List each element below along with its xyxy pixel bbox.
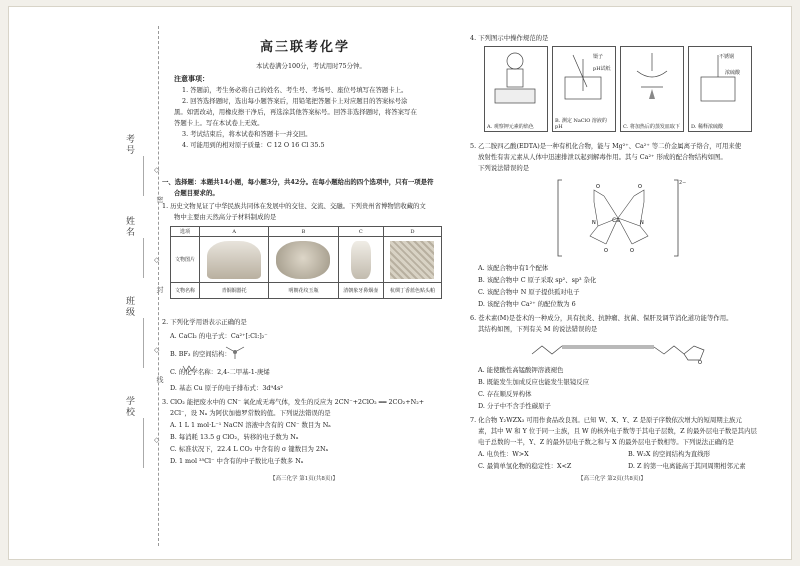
relic-name: 青铜铜器托 [200,283,269,299]
question-5-option-d: D. 该配合物中 Ca²⁺ 的配位数为 6 [478,300,576,308]
svg-text:O: O [604,248,608,254]
option-header: A [200,227,269,237]
exam-no-line [143,156,144,196]
experiment-c [620,46,684,132]
question-3-option-d: D. 1 mol ³⁵Cl⁻ 中含有的中子数比电子数多 Nₐ [170,457,304,465]
exam-subtitle: 本试卷满分100分，考试用时75分钟。 [256,62,366,70]
cut-char: 线 [156,376,164,383]
question-6-option-b: B. 既能发生加成反应也能发生银镜反应 [478,378,590,386]
school-line [143,418,144,468]
option-header: C [338,227,383,237]
row-label: 文物名称 [171,283,200,299]
relic-image-d [383,237,441,283]
binding-mark: ◇ [154,436,160,444]
cut-char: 封 [156,286,164,293]
notice-line: 1. 答题前，考生务必将自己的姓名、考生号、考场号、座位号填写在答题卡上。 [182,86,408,94]
question-1-stem-cont: 物中主要由天然高分子材料制成的是 [174,213,277,221]
svg-text:Ca: Ca [612,217,620,224]
ph-paper-label: pH试纸 [593,66,611,72]
relic-name: 杭绸丁香蓝色贴头帕 [383,283,441,299]
section-heading: 一、选择题：本题共14小题，每小题3分，共42分。在每小题给出的四个选项中，只有一项是符 [162,178,434,186]
experiment-c-caption: C. 将加热后的蒸发皿取下 [623,124,680,130]
school-label: 学校 [124,396,134,418]
question-3-option-c: C. 标准状况下，22.4 L CO₂ 中含有的 σ 键数目为 2Nₐ [170,445,329,453]
question-1-stem: 1. 历史文物见证了中华民族共同体在发展中的交往、交流、交融。下列贵州省博物馆收藏的文 [162,202,426,210]
question-5-stem-cont: 放射性有害元素从人体中迅速排泄以起到解毒作用。其与 Ca²⁺ 形成的配合物结构如图。 [478,153,727,161]
bf3-structure-diagram [222,344,248,360]
stainless-label: 不锈钢 [719,54,735,60]
notice-line: 黑。如需改动，用橡皮擦干净后，再选涂其他答案标号。回答非选择题时，将答案写在 [174,108,417,116]
notice-line: 2. 回答选择题时，选出每小题答案后，用铅笔把答题卡上对应题目的答案标号涂 [182,97,408,105]
cut-dashline [158,26,159,546]
svg-text:N: N [640,220,644,226]
experiment-a-caption: A. 观察钾元素的焰色 [487,124,534,130]
experiment-d-caption: D. 稀释浓硫酸 [691,124,724,130]
svg-text:N: N [592,220,596,226]
flame-test-diagram [485,47,547,107]
tweezers-label: 镊子 [593,54,604,60]
question-4-stem: 4. 下列图示中操作规范的是 [470,34,549,42]
section-heading-cont: 合题目要求的。 [174,189,219,197]
name-line [143,238,144,278]
evaporating-dish-diagram [621,47,683,107]
question-7-option-a: A. 电负性：W>X [478,450,529,458]
ph-test-diagram [553,47,615,107]
question-3-stem-cont: 2Cl⁻，设 Nₐ 为阿伏加德罗常数的值。下列说法错误的是 [170,409,331,417]
atractylodin-structure-diagram [528,334,728,364]
question-7-option-d: D. Z 的第一电离能高于其同周期相邻元素 [628,462,746,470]
cut-char: 密 [156,196,164,203]
svg-text:O: O [630,248,634,254]
question-3-stem: 3. ClO₂ 能把废水中的 CN⁻ 氧化成无毒气体，发生的反应为 2CN⁻+2ClO₂ ══ 2CO₂+N₂+ [162,398,425,406]
relic-image-a [200,237,269,283]
page-footer: 【高三化学 第1页(共8页)】 [270,476,339,482]
relic-image-b [269,237,338,283]
question-5-option-a: A. 该配合物中有1个配体 [478,264,549,272]
svg-text:O: O [596,184,600,190]
relic-name: 清朝象牙鼻烟壶 [338,283,383,299]
notice-line: 3. 考试结束后，将本试卷和答题卡一并交回。 [182,130,312,138]
conc-h2so4-label: 浓硫酸 [725,70,741,76]
experiment-b [552,46,616,132]
question-5-stem-cont: 下列说法错误的是 [478,164,530,172]
notice-header: 注意事项： [174,74,209,83]
binding-mark: ◇ [154,346,160,354]
experiment-d [688,46,752,132]
binding-strip [8,6,164,560]
question-6-option-c: C. 存在顺反异构体 [478,390,532,398]
option-header: D [383,227,441,237]
class-label: 班级 [124,296,134,318]
question-3-option-b: B. 每消耗 13.5 g ClO₂，转移的电子数为 Nₐ [170,433,299,441]
question-7-stem-cont: 电子总数的一半，Y、Z 的最外层电子数之和与 X 的最外层电子数相等。下列说法正确的是 [478,438,734,446]
relic-table [170,226,442,299]
svg-text:2−: 2− [679,180,687,186]
question-2-option-b: B. BF₃ 的空间结构： [170,350,231,358]
question-5-option-b: B. 该配合物中 C 原子采取 sp²、sp³ 杂化 [478,276,597,284]
name-label: 姓名 [124,216,134,238]
experiment-b-caption: B. 测定 NaClO 溶液的pH [555,118,607,130]
question-7-option-b: B. W₂X 的空间结构为直线形 [628,450,710,458]
exam-sheet [8,6,792,560]
question-3-option-a: A. 1 L 1 mol·L⁻¹ NaCN 溶液中含有的 CN⁻ 数目为 Nₐ [170,421,331,429]
notice-line: 答题卡上。写在本试卷上无效。 [174,119,264,127]
question-6-option-d: D. 分子中不含手性碳原子 [478,402,551,410]
svg-text:O: O [638,184,642,190]
question-7-option-c: C. 最简单氢化物的稳定性：X<Z [478,462,572,470]
binding-mark: ◇ [154,166,160,174]
question-5-stem: 5. 乙二胺四乙酸(EDTA)是一种有机化合物，能与 Mg²⁺、Ca²⁺ 等二价金属离子络合，可用来使 [470,142,742,150]
question-7-stem: 7. 化合物 Y₂WZX₃ 可用作食品改良剂。已知 W、X、Y、Z 是原子序数依次增大的短周期主族元 [470,416,742,424]
question-2-option-d: D. 基态 Cu 原子的电子排布式：3d⁹4s² [170,384,283,392]
svg-text:O: O [698,360,702,366]
binding-mark: ◇ [154,256,160,264]
edta-ca-complex-diagram [554,176,687,260]
relic-image-c [338,237,383,283]
row-label: 文物图片 [171,237,200,283]
exam-no-label: 考号 [124,134,134,156]
question-5-option-c: C. 该配合物中 N 原子提供孤对电子 [478,288,580,296]
relic-name: 明朝花纹玉瓶 [269,283,338,299]
skeletal-formula-diagram [182,362,196,374]
page-footer: 【高三化学 第2页(共8页)】 [578,476,647,482]
experiment-a [484,46,548,132]
row-label: 选项 [171,227,200,237]
question-2-option-c: C. 的化学名称：2,4-二甲基-1-庚烯 [170,368,270,376]
notice-line: 4. 可能用到的相对原子质量：C 12 O 16 Cl 35.5 [182,141,325,149]
question-2-option-a: A. CaCl₂ 的电子式：Ca²⁺[:Cl:]₂⁻ [170,332,268,340]
option-header: B [269,227,338,237]
question-2-stem: 2. 下列化学用语表示正确的是 [162,318,247,326]
question-6-stem: 6. 苍术素(M)是苍术的一种成分，具有抗炎、抗肿瘤、抗菌、保肝及调节消化道功能等作用。 [470,314,733,322]
question-6-stem-cont: 其结构如图，下列有关 M 的说法错误的是 [478,325,598,333]
question-6-option-a: A. 能使酸性高锰酸钾溶液褪色 [478,366,564,374]
question-7-stem-cont: 素，其中 W 和 Y 位于同一主族，且 W 的核外电子数等于其电子层数，Z 的最外层电子数是其内层 [478,427,757,435]
page-title: 高三联考化学 [260,40,351,55]
class-line [143,318,144,368]
